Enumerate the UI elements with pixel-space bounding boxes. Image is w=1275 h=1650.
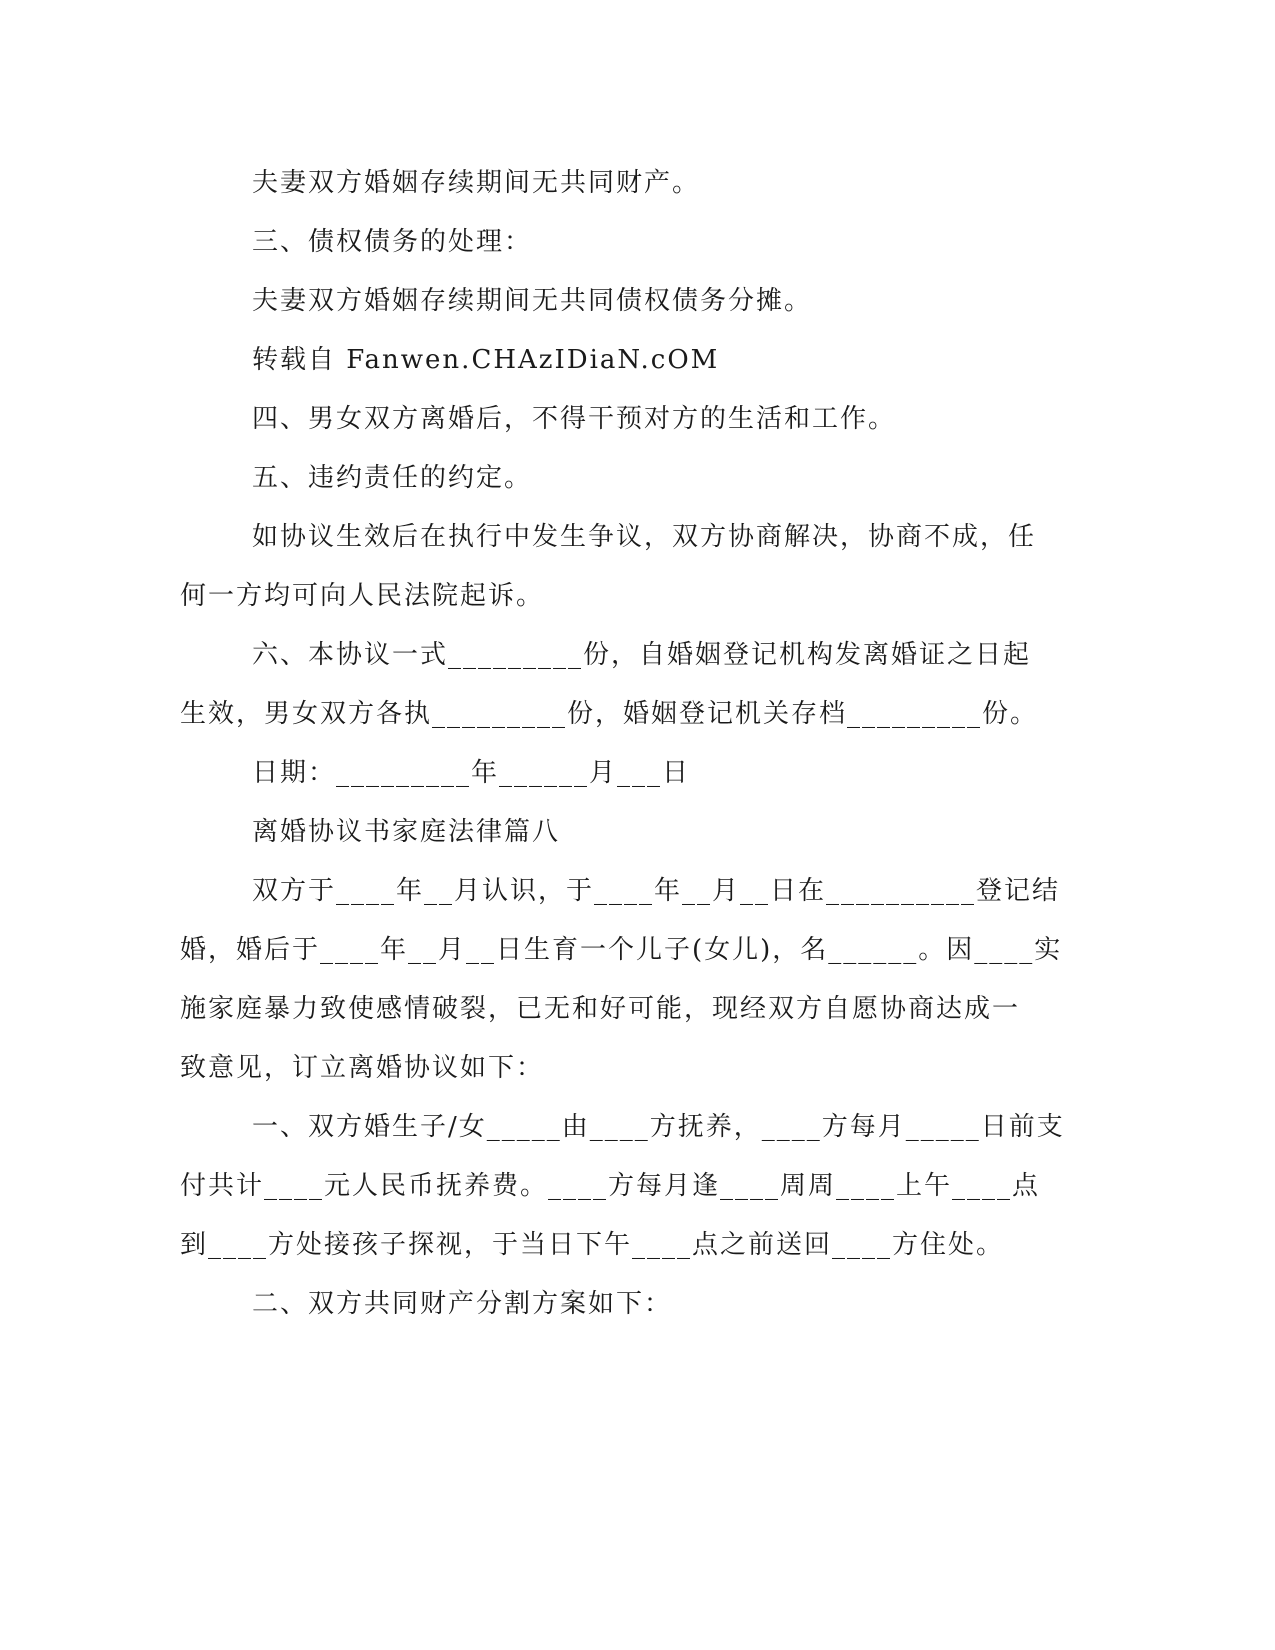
paragraph-line-18: 付共计____元人民币抚养费。____方每月逢____周周____上午____点 xyxy=(180,1171,1041,1201)
date-line: 日期：_________年______月___日 xyxy=(252,758,691,788)
section-heading-2: 二、双方共同财产分割方案如下： xyxy=(252,1289,673,1319)
section-heading-5: 五、违约责任的约定。 xyxy=(252,463,533,493)
paragraph-line-7: 如协议生效后在执行中发生争议，双方协商解决，协商不成，任 xyxy=(252,522,1037,552)
section-heading-1: 一、双方婚生子/女_____由____方抚养，____方每月_____日前支 xyxy=(252,1112,1065,1142)
source-note: 转载自 Fanwen.CHAzIDiaN.cOM xyxy=(252,345,720,375)
section-heading-4: 四、男女双方离婚后，不得干预对方的生活和工作。 xyxy=(252,404,897,434)
section-heading-3: 三、债权债务的处理： xyxy=(252,227,533,257)
paragraph-line-15: 施家庭暴力致使感情破裂，已无和好可能，现经双方自愿协商达成一 xyxy=(180,994,1021,1024)
paragraph-line-3: 夫妻双方婚姻存续期间无共同债权债务分摊。 xyxy=(252,286,813,316)
paragraph-line-14: 婚，婚后于____年__月__日生育一个儿子(女儿)，名______。因____实 xyxy=(180,935,1063,965)
paragraph-line-16: 致意见，订立离婚协议如下： xyxy=(180,1053,545,1083)
section-heading-6: 六、本协议一式_________份，自婚姻登记机构发离婚证之日起 xyxy=(252,640,1032,670)
paragraph-line-1: 夫妻双方婚姻存续期间无共同财产。 xyxy=(252,168,701,198)
paragraph-line-8: 何一方均可向人民法院起诉。 xyxy=(180,581,545,611)
document-title: 离婚协议书家庭法律篇八 xyxy=(252,817,561,847)
paragraph-line-10: 生效，男女双方各执_________份，婚姻登记机关存档_________份。 xyxy=(180,699,1039,729)
paragraph-line-19: 到____方处接孩子探视，于当日下午____点之前送回____方住处。 xyxy=(180,1230,1005,1260)
paragraph-line-13: 双方于____年__月认识，于____年__月__日在__________登记结 xyxy=(252,876,1061,906)
